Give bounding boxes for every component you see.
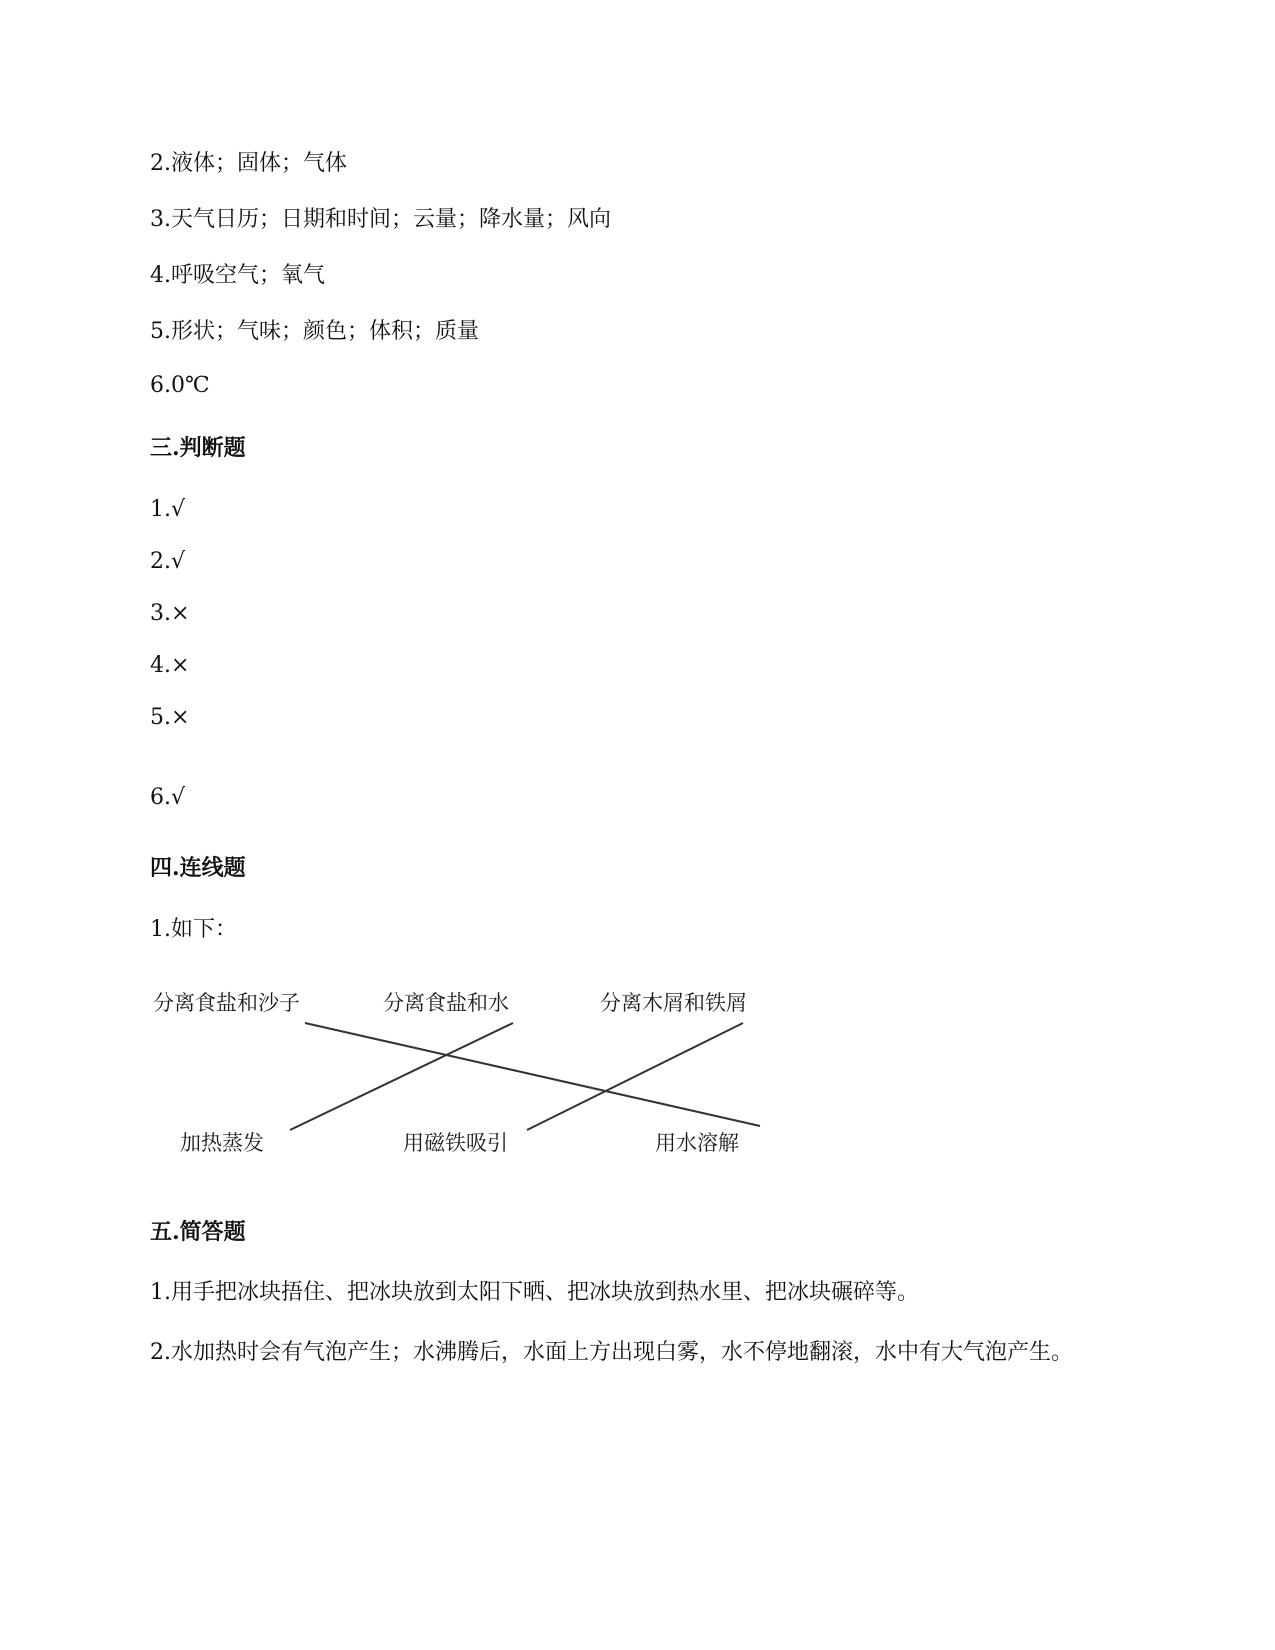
true-false-answer-3: 3.× <box>150 601 190 626</box>
bottom-label-evaporate: 加热蒸发 <box>180 1131 264 1155</box>
top-label-salt-sand: 分离食盐和沙子 <box>153 991 300 1015</box>
connector-salt-sand-to-dissolve <box>305 1023 760 1126</box>
top-label-salt-water: 分离食盐和水 <box>383 991 509 1015</box>
matching-lines <box>145 990 785 1190</box>
short-answer-2: 2.水加热时会有气泡产生；水沸腾后，水面上方出现白雾，水不停地翻滚，水中有大气泡产生。 <box>150 1340 1073 1365</box>
section-heading-matching: 四.连线题 <box>150 855 246 881</box>
true-false-answer-5: 5.× <box>150 705 190 730</box>
true-false-answer-2: 2.√ <box>150 549 186 574</box>
short-answer-1: 1.用手把冰块捂住、把冰块放到太阳下晒、把冰块放到热水里、把冰块碾碎等。 <box>150 1280 919 1305</box>
matching-diagram <box>145 990 785 1190</box>
section-heading-short-answer: 五.简答题 <box>150 1219 246 1245</box>
bottom-label-dissolve: 用水溶解 <box>655 1131 739 1155</box>
true-false-answer-4: 4.× <box>150 653 190 678</box>
fill-blank-answer-3: 3.天气日历；日期和时间；云量；降水量；风向 <box>150 207 611 232</box>
matching-intro: 1.如下： <box>150 917 237 942</box>
fill-blank-answer-5: 5.形状；气味；颜色；体积；质量 <box>150 319 479 344</box>
true-false-answer-6: 6.√ <box>150 785 186 810</box>
top-label-wood-iron: 分离木屑和铁屑 <box>600 991 747 1015</box>
section-heading-true-false: 三.判断题 <box>150 435 246 461</box>
fill-blank-answer-6: 6.0℃ <box>150 373 210 398</box>
fill-blank-answer-2: 2.液体；固体；气体 <box>150 151 347 176</box>
bottom-label-magnet: 用磁铁吸引 <box>403 1131 508 1155</box>
connector-salt-water-to-evaporate <box>290 1023 513 1130</box>
fill-blank-answer-4: 4.呼吸空气；氧气 <box>150 263 325 288</box>
true-false-answer-1: 1.√ <box>150 497 186 522</box>
